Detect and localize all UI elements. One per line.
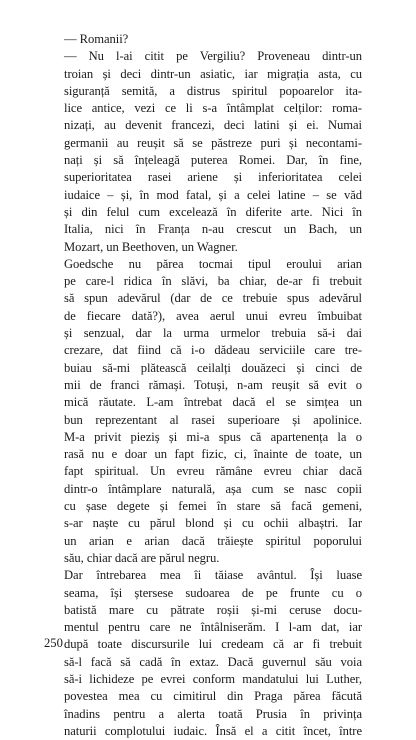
text-line: mii de franci rămași. Totuși, n-am reușit să evit o bbox=[64, 377, 362, 392]
text-line: nați și să înțeleagă puterea Romei. Dar, în fine, bbox=[64, 153, 362, 168]
text-line: batistă mare cu pătrate roșii și-mi ceruse docu- bbox=[64, 602, 362, 617]
text-line: său, chiar dacă are părul negru. bbox=[64, 550, 220, 565]
text-line: s-ar naște cu părul blond și cu ochii albaștri. Iar bbox=[64, 516, 362, 531]
text-line: povestea mea cu cimitirul din Praga părea făcută bbox=[64, 689, 362, 704]
text-line: pe care-l ridica în slăvi, ba chiar, de-ar fi trebuit bbox=[64, 274, 362, 289]
text-line: mică răutate. L-am întrebat dacă el se simțea un bbox=[64, 395, 362, 410]
text-line: Italia, nici în Franța n-au crescut un Bach, un bbox=[64, 222, 362, 237]
text-line: după toate discursurile lui credeam că ar fi trebuit bbox=[64, 637, 362, 652]
text-line: rasă nu e doar un fapt fizic, ci, înainte de toate, un bbox=[64, 447, 362, 462]
text-line: germanii au reușit să se păstreze puri și necontami- bbox=[64, 135, 362, 150]
text-line: superioritatea rasei ariene și inferioritatea celei bbox=[64, 170, 362, 185]
text-line: să-l facă să cadă în extaz. Dacă guvernul său voia bbox=[64, 654, 362, 669]
text-line: de fiecare dată?), avea aerul unui evreu îmbuibat bbox=[64, 308, 362, 323]
page-body-text bbox=[64, 31, 362, 740]
text-line: — Romanii? bbox=[64, 32, 129, 46]
text-line: nizați, au devenit francezi, deci latini și ei. Numai bbox=[64, 118, 362, 133]
text-line: mentul pentru care ne întâlniserăm. I l-am dat, iar bbox=[64, 620, 362, 635]
text-line: bun reprezentant al rasei superioare și apolinice. bbox=[64, 412, 362, 427]
text-line: fapt spiritual. Un evreu rămâne evreu chiar dacă bbox=[64, 464, 362, 479]
text-line: troian și deci dintr-un asiatic, iar migrația asta, cu bbox=[64, 66, 362, 81]
text-line: dintr-o întâmplare naturală, așa cum se nasc copii bbox=[64, 481, 362, 496]
text-line: Dar întrebarea mea îi tăiase avântul. Își luase bbox=[64, 568, 362, 583]
text-line: cu șase degete și femei în stare să facă gemeni, bbox=[64, 499, 362, 514]
text-line: buiau să-mi plătească ceilalți douăzeci și cinci de bbox=[64, 360, 362, 375]
text-line: înadins pentru a alerta toată Prusia în privința bbox=[64, 706, 362, 721]
page-number: 250 bbox=[44, 636, 63, 650]
text-line: seama, își ștersese sudoarea de pe frunte cu o bbox=[64, 585, 362, 600]
text-line: să spun adevărul (dar de ce trebuie spus adevărul bbox=[64, 291, 362, 306]
text-line: crezare, dat fiind că i-o dădeau serviciile care tre- bbox=[64, 343, 362, 358]
text-line: să-i lichideze pe evrei conform mandatului lui Luther, bbox=[64, 671, 362, 686]
text-line: un arian e arian dacă trăiește spiritul poporului bbox=[64, 533, 362, 548]
text-line: M-a privit pieziș și mi-a spus că apartenența la o bbox=[64, 429, 362, 444]
text-line: iudaice – și, în mod fatal, și a celei latine – se văd bbox=[64, 187, 362, 202]
text-line: Goedsche nu părea tocmai tipul eroului arian bbox=[64, 256, 362, 271]
text-line: — Nu l-ai citit pe Vergiliu? Proveneau dintr-un bbox=[64, 49, 362, 64]
text-line: și senzual, dar la urma urmelor trebuia să-i dai bbox=[64, 326, 362, 341]
text-line: și din felul cum excelează în diferite arte. Nici în bbox=[64, 204, 362, 219]
text-line: siguranță semită, a distrus spiritul popoarelor ita- bbox=[64, 83, 362, 98]
text-line: naturii complotului iudaic. Însă el a citit încet, între bbox=[64, 723, 362, 738]
text-line: Mozart, un Beethoven, un Wagner. bbox=[64, 239, 238, 254]
text-line: lice antice, vezi ce li s-a întâmplat celților: roma- bbox=[64, 101, 362, 116]
